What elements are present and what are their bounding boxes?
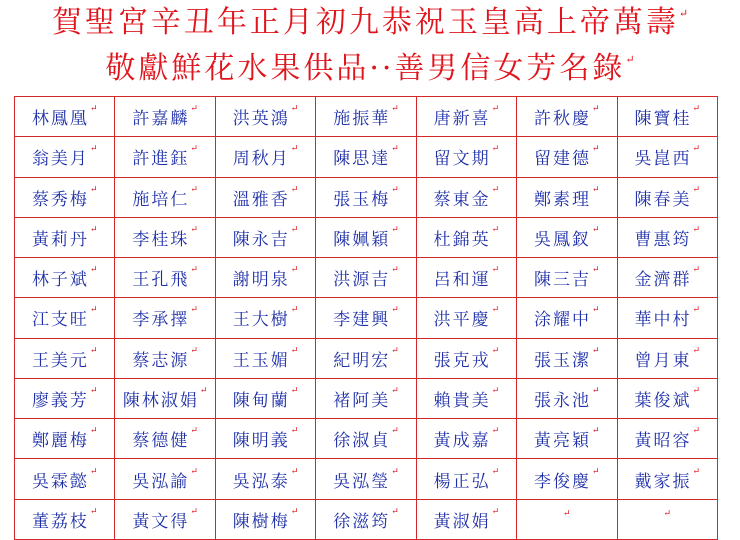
donor-name: 王孔飛 <box>132 270 190 291</box>
table-cell <box>416 97 516 137</box>
donor-name: 楊正弘 <box>433 471 491 492</box>
cell-end-mark-icon: ↵ <box>663 509 672 520</box>
table-cell <box>416 177 516 217</box>
cell-end-mark-icon: ↵ <box>290 305 299 316</box>
table-cell <box>15 298 115 338</box>
cell-end-mark-icon: ↵ <box>89 224 98 235</box>
cell-end-mark-icon: ↵ <box>692 345 701 356</box>
table-cell <box>215 177 315 217</box>
donor-name: 施振華 <box>333 109 391 130</box>
donor-name: 鄭素理 <box>534 189 592 210</box>
donor-name: 王美元 <box>31 350 89 371</box>
table-cell <box>416 217 516 257</box>
table-cell <box>15 97 115 137</box>
table-cell <box>517 378 617 418</box>
donor-name: 金濟群 <box>634 270 692 291</box>
table-cell <box>316 177 416 217</box>
donor-name: 華中村 <box>634 310 692 331</box>
cell-end-mark-icon: ↵ <box>290 265 299 276</box>
donor-name: 涂耀中 <box>534 310 592 331</box>
cell-end-mark-icon: ↵ <box>491 426 500 437</box>
table-cell <box>215 459 315 499</box>
donor-name: 吳鳳釵 <box>534 229 592 250</box>
donor-name: 吳泓泰 <box>232 471 290 492</box>
table-cell <box>617 298 717 338</box>
cell-end-mark-icon: ↵ <box>592 144 600 155</box>
cell-end-mark-icon: ↵ <box>692 305 701 316</box>
cell-end-mark-icon: ↵ <box>190 305 198 316</box>
table-cell <box>617 97 717 137</box>
table-cell <box>517 137 617 177</box>
table-cell <box>215 97 315 137</box>
cell-end-mark-icon: ↵ <box>692 426 701 437</box>
donor-name: 吳霖懿 <box>31 471 89 492</box>
donor-name-table-body <box>15 97 718 540</box>
cell-end-mark-icon: ↵ <box>692 265 701 276</box>
cell-end-mark-icon: ↵ <box>391 506 399 517</box>
donor-name: 陳林淑娟 <box>122 390 199 411</box>
table-cell <box>517 459 617 499</box>
cell-end-mark-icon: ↵ <box>563 509 571 520</box>
table-cell <box>517 499 617 539</box>
table-cell <box>517 177 617 217</box>
table-cell <box>316 338 416 378</box>
cell-end-mark-icon: ↵ <box>692 385 701 396</box>
donor-name: 紀明宏 <box>333 350 391 371</box>
cell-end-mark-icon: ↵ <box>89 144 98 155</box>
donor-name: 黃昭容 <box>634 431 692 452</box>
donor-name: 徐滋筠 <box>333 511 391 532</box>
table-cell <box>416 258 516 298</box>
cell-end-mark-icon: ↵ <box>89 345 98 356</box>
cell-end-mark-icon: ↵ <box>491 224 500 235</box>
table-cell <box>316 217 416 257</box>
cell-end-mark-icon: ↵ <box>391 265 399 276</box>
donor-name: 陳甸蘭 <box>232 390 290 411</box>
donor-name: 張玉梅 <box>333 189 391 210</box>
cell-end-mark-icon: ↵ <box>290 466 299 477</box>
table-cell <box>617 378 717 418</box>
donor-name: 洪英鴻 <box>232 109 290 130</box>
table-cell <box>15 177 115 217</box>
table-cell <box>115 177 215 217</box>
cell-end-mark-icon: ↵ <box>592 385 600 396</box>
donor-name: 葉俊斌 <box>634 390 692 411</box>
cell-end-mark-icon: ↵ <box>592 305 600 316</box>
table-cell <box>416 137 516 177</box>
table-cell <box>617 459 717 499</box>
donor-name: 李建興 <box>333 310 391 331</box>
table-cell <box>316 97 416 137</box>
cell-end-mark-icon: ↵ <box>190 345 198 356</box>
cell-end-mark-icon: ↵ <box>290 184 299 195</box>
table-cell <box>316 419 416 459</box>
table-row <box>15 499 718 539</box>
donor-name: 唐新喜 <box>433 109 491 130</box>
donor-name: 曹惠筠 <box>634 229 692 250</box>
table-cell <box>215 258 315 298</box>
donor-name: 陳明義 <box>232 431 290 452</box>
donor-name: 徐淑貞 <box>333 431 391 452</box>
donor-name: 施培仁 <box>132 189 190 210</box>
donor-name: 張永池 <box>534 390 592 411</box>
table-cell <box>15 217 115 257</box>
title-line-1 <box>0 5 740 40</box>
table-cell <box>115 258 215 298</box>
donor-name: 蔡東金 <box>433 189 491 210</box>
cell-end-mark-icon: ↵ <box>592 265 600 276</box>
cell-end-mark-icon: ↵ <box>391 345 399 356</box>
donor-name: 洪源吉 <box>333 270 391 291</box>
cell-end-mark-icon: ↵ <box>290 104 299 115</box>
table-cell <box>416 378 516 418</box>
table-cell <box>617 499 717 539</box>
table-cell <box>416 419 516 459</box>
title-line-2-right: 善男信女芳名錄 <box>394 51 626 86</box>
cell-end-mark-icon: ↵ <box>491 144 500 155</box>
table-cell <box>617 177 717 217</box>
table-row <box>15 459 718 499</box>
table-row <box>15 298 718 338</box>
table-cell <box>316 298 416 338</box>
cell-end-mark-icon: ↵ <box>491 265 500 276</box>
table-cell <box>15 258 115 298</box>
table-row <box>15 258 718 298</box>
donor-name: 王大樹 <box>232 310 290 331</box>
cell-end-mark-icon: ↵ <box>592 345 600 356</box>
table-row <box>15 378 718 418</box>
donor-name: 董荔枝 <box>31 511 89 532</box>
cell-end-mark-icon: ↵ <box>592 466 600 477</box>
donor-name: 吳泓諭 <box>132 471 190 492</box>
table-cell <box>115 459 215 499</box>
cell-end-mark-icon: ↵ <box>290 345 299 356</box>
cell-end-mark-icon: ↵ <box>89 305 98 316</box>
table-cell <box>517 419 617 459</box>
cell-end-mark-icon: ↵ <box>692 104 701 115</box>
table-cell <box>115 97 215 137</box>
cell-end-mark-icon: ↵ <box>190 104 198 115</box>
cell-end-mark-icon: ↵ <box>391 466 399 477</box>
table-row <box>15 137 718 177</box>
cell-end-mark-icon: ↵ <box>89 104 98 115</box>
cell-end-mark-icon: ↵ <box>692 144 701 155</box>
donor-name: 廖義芳 <box>31 390 89 411</box>
table-cell <box>15 419 115 459</box>
donor-name: 戴家振 <box>634 471 692 492</box>
donor-name: 林子斌 <box>31 270 89 291</box>
table-cell <box>617 338 717 378</box>
donor-name: 留建德 <box>534 149 592 170</box>
table-cell <box>15 378 115 418</box>
table-cell <box>115 419 215 459</box>
table-cell <box>115 338 215 378</box>
table-cell <box>115 217 215 257</box>
table-cell <box>617 258 717 298</box>
donor-name: 李承擇 <box>132 310 190 331</box>
cell-end-mark-icon: ↵ <box>491 104 500 115</box>
cell-end-mark-icon: ↵ <box>89 385 98 396</box>
cell-end-mark-icon: ↵ <box>692 224 701 235</box>
table-cell <box>517 217 617 257</box>
cell-end-mark-icon: ↵ <box>391 144 399 155</box>
title-line-2-left: 敬獻鮮花水果供品 <box>105 51 370 86</box>
table-cell <box>316 378 416 418</box>
donor-name: 陳三吉 <box>534 270 592 291</box>
donor-name: 褚阿美 <box>333 390 391 411</box>
table-cell <box>215 338 315 378</box>
table-cell <box>517 298 617 338</box>
table-cell <box>517 338 617 378</box>
cell-end-mark-icon: ↵ <box>592 104 600 115</box>
cell-end-mark-icon: ↵ <box>491 385 500 396</box>
cell-end-mark-icon: ↵ <box>391 224 399 235</box>
table-cell <box>115 137 215 177</box>
donor-name: 留文期 <box>433 149 491 170</box>
donor-name: 陳永吉 <box>232 229 290 250</box>
table-row <box>15 177 718 217</box>
table-cell <box>115 499 215 539</box>
table-cell <box>215 499 315 539</box>
cell-end-mark-icon: ↵ <box>190 144 198 155</box>
title-line-1-text: 賀聖宮辛丑年正月初九恭祝玉皇高上帝萬壽 <box>51 5 679 40</box>
donor-name: 周秋月 <box>232 149 290 170</box>
donor-name: 杜錦英 <box>433 229 491 250</box>
donor-name: 蔡志源 <box>132 350 190 371</box>
cell-end-mark-icon: ↵ <box>290 224 299 235</box>
cell-end-mark-icon: ↵ <box>391 305 399 316</box>
cell-end-mark-icon: ↵ <box>692 466 701 477</box>
donor-name: 黃莉丹 <box>31 229 89 250</box>
table-cell <box>15 499 115 539</box>
donor-name: 許進鈺 <box>132 149 190 170</box>
donor-name: 許秋慶 <box>534 109 592 130</box>
table-cell <box>215 419 315 459</box>
cell-end-mark-icon: ↵ <box>391 184 399 195</box>
cell-end-mark-icon: ↵ <box>190 506 198 517</box>
table-cell <box>617 419 717 459</box>
table-cell <box>416 459 516 499</box>
cell-end-mark-icon: ↵ <box>89 466 98 477</box>
cell-end-mark-icon: ↵ <box>290 385 299 396</box>
cell-end-mark-icon: ↵ <box>89 506 98 517</box>
table-cell <box>316 459 416 499</box>
cell-end-mark-icon: ↵ <box>491 305 500 316</box>
table-cell <box>215 137 315 177</box>
donor-name: 黃淑娟 <box>433 511 491 532</box>
donor-name: 吳崑西 <box>634 149 692 170</box>
table-cell <box>15 459 115 499</box>
donor-name: 鄭麗梅 <box>31 431 89 452</box>
cell-end-mark-icon: ↵ <box>290 144 299 155</box>
donor-name: 吳泓瑩 <box>333 471 391 492</box>
table-cell <box>617 217 717 257</box>
donor-name: 黃成嘉 <box>433 431 491 452</box>
table-cell <box>416 499 516 539</box>
cell-end-mark-icon: ↵ <box>89 265 98 276</box>
donor-name: 翁美月 <box>31 149 89 170</box>
cell-end-mark-icon: ↵ <box>592 184 600 195</box>
cell-end-mark-icon: ↵ <box>491 345 500 356</box>
donor-name: 林鳳凰 <box>31 109 89 130</box>
table-cell <box>115 298 215 338</box>
donor-name-table <box>14 96 718 540</box>
table-cell <box>215 298 315 338</box>
table-row <box>15 97 718 137</box>
donor-name: 賴貴美 <box>433 390 491 411</box>
donor-name: 謝明泉 <box>232 270 290 291</box>
donor-name: 蔡秀梅 <box>31 189 89 210</box>
cell-end-mark-icon: ↵ <box>391 104 399 115</box>
donor-name: 溫雅香 <box>232 189 290 210</box>
cell-end-mark-icon: ↵ <box>89 184 98 195</box>
donor-name: 蔡德健 <box>132 431 190 452</box>
donor-name: 張克戎 <box>433 350 491 371</box>
table-row <box>15 217 718 257</box>
donor-name: 許嘉麟 <box>132 109 190 130</box>
donor-name: 陳思達 <box>333 149 391 170</box>
cell-end-mark-icon: ↵ <box>290 506 299 517</box>
donor-name: 李俊慶 <box>534 471 592 492</box>
donor-name: 李桂珠 <box>132 229 190 250</box>
table-cell <box>316 258 416 298</box>
donor-name: 陳寶桂 <box>634 109 692 130</box>
table-cell <box>215 378 315 418</box>
table-row <box>15 419 718 459</box>
table-cell <box>316 137 416 177</box>
cell-end-mark-icon: ↵ <box>491 466 500 477</box>
cell-end-mark-icon: ↵ <box>592 224 600 235</box>
donor-name: 洪平慶 <box>433 310 491 331</box>
paragraph-mark-icon: ↵ <box>678 7 689 20</box>
cell-end-mark-icon: ↵ <box>290 426 299 437</box>
cell-end-mark-icon: ↵ <box>190 224 198 235</box>
table-cell <box>215 217 315 257</box>
donor-name: 江支旺 <box>31 310 89 331</box>
cell-end-mark-icon: ↵ <box>199 385 208 396</box>
donor-name: 陳春美 <box>634 189 692 210</box>
donor-name: 黃亮穎 <box>534 431 592 452</box>
donor-name: 曾月東 <box>634 350 692 371</box>
cell-end-mark-icon: ↵ <box>89 426 98 437</box>
table-cell <box>15 338 115 378</box>
table-cell <box>15 137 115 177</box>
cell-end-mark-icon: ↵ <box>391 385 399 396</box>
donor-name: 王玉媚 <box>232 350 290 371</box>
cell-end-mark-icon: ↵ <box>190 184 198 195</box>
cell-end-mark-icon: ↵ <box>190 426 198 437</box>
cell-end-mark-icon: ↵ <box>692 184 701 195</box>
cell-end-mark-icon: ↵ <box>190 466 198 477</box>
table-cell <box>517 258 617 298</box>
cell-end-mark-icon: ↵ <box>491 506 500 517</box>
donor-name: 張玉潔 <box>534 350 592 371</box>
donor-name: 呂和運 <box>433 270 491 291</box>
table-row <box>15 338 718 378</box>
cell-end-mark-icon: ↵ <box>592 426 600 437</box>
table-cell <box>416 298 516 338</box>
donor-name: 陳樹梅 <box>232 511 290 532</box>
cell-end-mark-icon: ↵ <box>491 184 500 195</box>
table-cell <box>517 97 617 137</box>
title-line-2-dots: ·· <box>369 51 395 86</box>
table-cell <box>416 338 516 378</box>
table-cell <box>617 137 717 177</box>
donor-name: 黃文得 <box>132 511 190 532</box>
table-cell <box>316 499 416 539</box>
paragraph-mark-icon: ↵ <box>625 53 635 66</box>
table-cell <box>115 378 215 418</box>
cell-end-mark-icon: ↵ <box>391 426 399 437</box>
title-line-2 <box>0 51 740 86</box>
donor-name: 陳姵穎 <box>333 229 391 250</box>
cell-end-mark-icon: ↵ <box>190 265 198 276</box>
